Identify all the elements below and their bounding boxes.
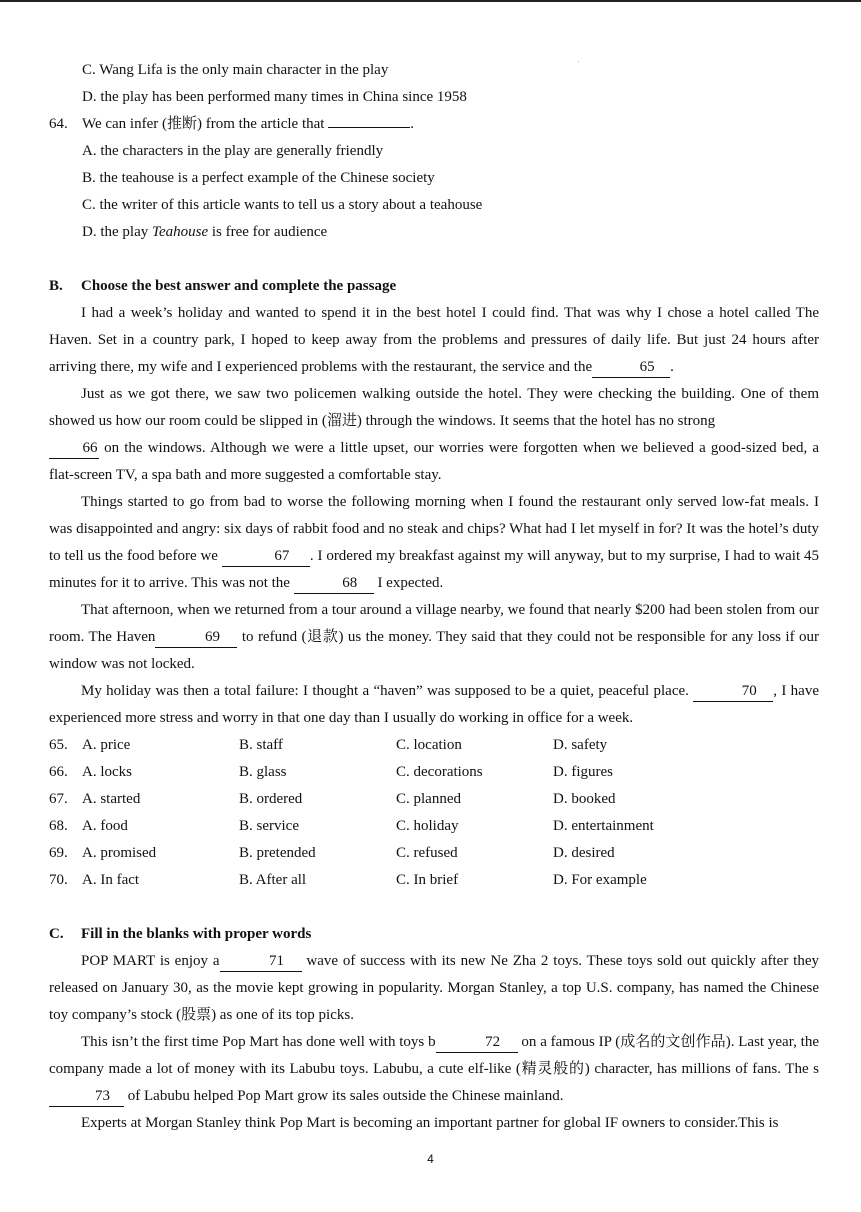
section-title: Choose the best answer and complete the passage <box>81 278 397 294</box>
choice-table <box>49 732 819 894</box>
section-c-paragraph-2: This isn’t the first time Pop Mart has done well with toys b 72 on a famous IP (成名的文创作品). Last year, the company made a lot of money with its Labubu toys. Labubu, a cute elf-like (精灵般的) character, has millions of fans. The s73 of Labubu helped Pop Mart grow its sales outside the Chinese mainland. <box>49 1029 819 1110</box>
choice-row: 65. A. price B. staff C. location D. safety <box>49 737 608 753</box>
blank-66[interactable]: 66 <box>49 438 99 459</box>
section-c-paragraph-1: POP MART is enjoy a 71 wave of success with its new Ne Zha 2 toys. These toys sold out quickly after they released on January 30, as the movie kept growing in popularity. Morgan Stanley, a top U.S. company, has named the Chinese toy company’s stock (股票) as one of its top picks. <box>49 953 819 1023</box>
section-b-heading <box>49 273 819 300</box>
section-title: Fill in the blanks with proper words <box>81 926 312 942</box>
section-b-paragraph-5: My holiday was then a total failure: I thought a “haven” was supposed to be a quiet, peaceful place. 70 , I have experienced more stress and worry in that one day than I usually do working in office for a week. <box>49 683 819 726</box>
q63-option-c: C. Wang Lifa is the only main character in the play <box>82 62 389 78</box>
section-b-paragraph-1: I had a week’s holiday and wanted to spend it in the best hotel I could find. That was why I chose a hotel called The Haven. Set in a country park, I hoped to keep away from the problems and pressures of daily life. But just 24 hours after arriving there, my wife and I experienced problems with the restaurant, the service and the 65 . <box>49 300 819 381</box>
q64-option-c: C. the writer of this article wants to tell us a story about a teahouse <box>82 197 483 213</box>
blank-73[interactable]: 73 <box>49 1086 124 1107</box>
blank-69[interactable]: 69 <box>155 627 237 648</box>
section-c-heading <box>49 921 819 948</box>
q64-option-b: B. the teahouse is a perfect example of the Chinese society <box>82 170 435 186</box>
q64-option-d <box>49 219 819 246</box>
q63-option-d: D. the play has been performed many times in China since 1958 <box>82 89 467 105</box>
page-number: 4 <box>427 1152 434 1166</box>
choice-row: 67. A. started B. ordered C. planned D. booked <box>49 791 616 807</box>
choice-row: 70. A. In fact B. After all C. In brief D. For example <box>49 872 647 888</box>
question-number: 64. <box>49 116 68 132</box>
choice-row: 69. A. promised B. pretended C. refused D. desired <box>49 845 615 861</box>
blank-65[interactable]: 65 <box>592 357 670 378</box>
section-letter: C. <box>49 926 64 942</box>
q64-stem-end: . <box>410 116 414 132</box>
section-b-paragraph-4: That afternoon, when we returned from a tour around a village nearby, we found that nearly $200 had been stolen from our room. The Haven 69 to refund (退款) us the money. They said that they could not be responsible for any loss if our window was not locked. <box>49 602 819 672</box>
section-c-paragraph-3: Experts at Morgan Stanley think Pop Mart is becoming an important partner for global IF owners to consider.This is <box>81 1115 779 1131</box>
q64-option-d-prefix: D. the play <box>82 224 149 240</box>
scan-mark: ˈ <box>577 60 580 69</box>
section-b-paragraph-3: Things started to go from bad to worse the following morning when I found the restaurant only served low-fat meals. I was disappointed and angry: six days of rabbit food and no steak and chips? What had I let myself in for? It was the hotel’s duty to tell us the food before we 67 . I ordered my breakfast against my will anyway, but to my surprise, I had to wait 45 minutes for it to arrive. This was not the 68 I expected. <box>49 489 819 597</box>
document-page <box>49 57 819 1137</box>
section-letter: B. <box>49 278 63 294</box>
choice-row: 68. A. food B. service C. holiday D. entertainment <box>49 818 654 834</box>
blank-70[interactable]: 70 <box>693 681 773 702</box>
section-b-paragraph-2: Just as we got there, we saw two policemen walking outside the hotel. They were checking the building. One of them showed us how our room could be slipped in (溜进) through the windows. It seems that the hotel has no strong 66 on the windows. Although we were a little upset, our worries were forgotten when we believed a good-sized bed, a flat-screen TV, a spa bath and more suggested a comfortable stay. <box>49 386 820 483</box>
q64-stem <box>49 111 819 138</box>
blank-71[interactable]: 71 <box>220 951 302 972</box>
top-rule <box>0 0 861 2</box>
q64-stem-text: We can infer (推断) from the article that <box>82 116 325 132</box>
answer-blank[interactable] <box>328 127 410 128</box>
play-title: Teahouse <box>151 224 209 240</box>
blank-67[interactable]: 67 <box>222 546 310 567</box>
blank-72[interactable]: 72 <box>436 1032 518 1053</box>
q64-option-d-suffix: is free for audience <box>211 224 328 240</box>
q64-option-a: A. the characters in the play are generally friendly <box>82 143 384 159</box>
blank-68[interactable]: 68 <box>294 573 374 594</box>
choice-row: 66. A. locks B. glass C. decorations D. figures <box>49 764 613 780</box>
